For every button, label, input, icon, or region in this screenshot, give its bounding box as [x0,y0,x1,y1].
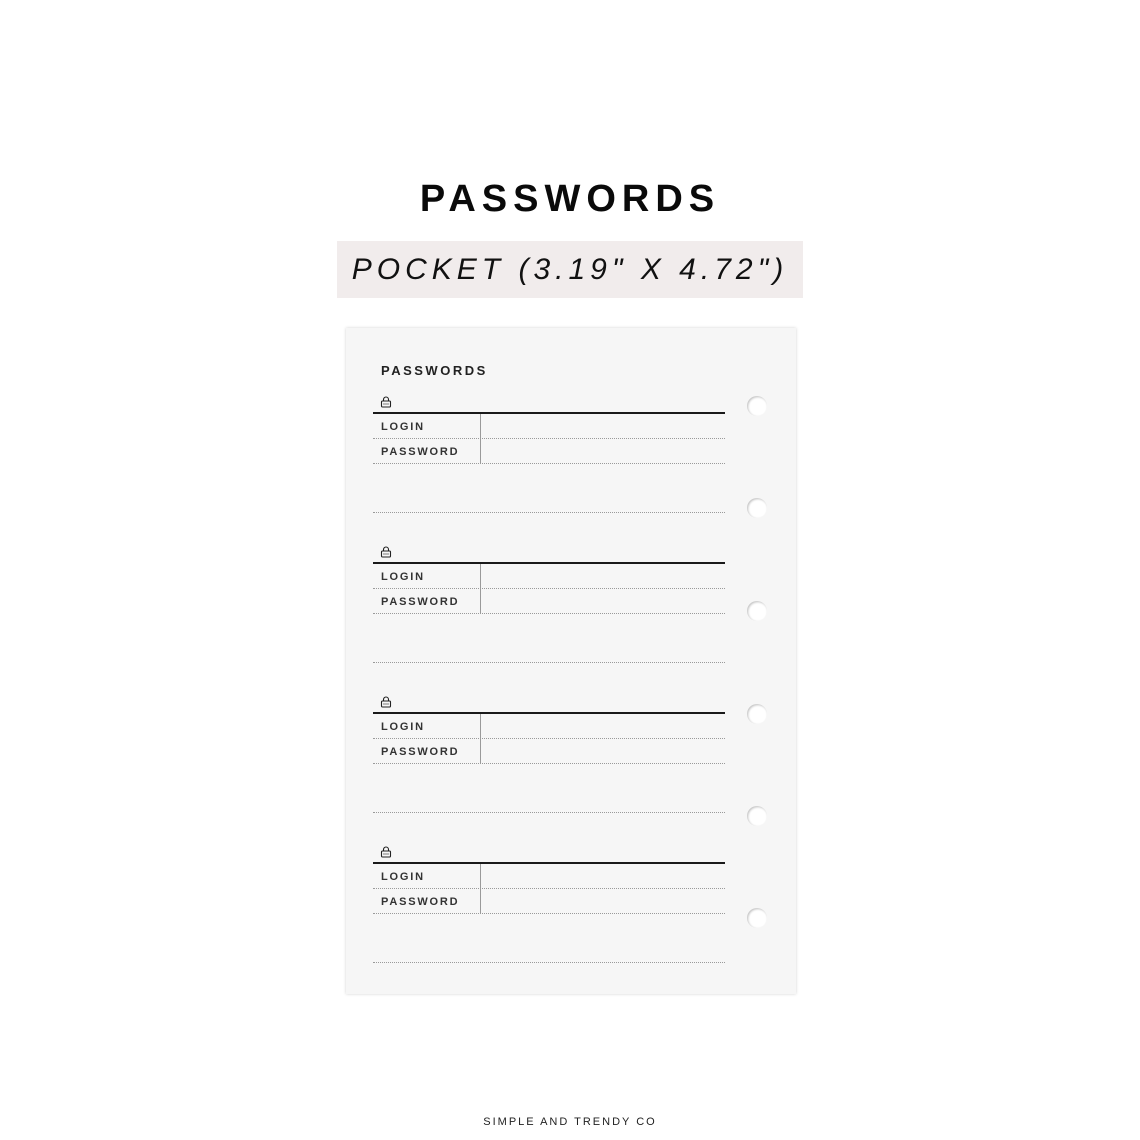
login-label: LOGIN [381,571,425,583]
password-entry [373,546,725,676]
lock-icon [380,546,392,558]
field-divider [480,564,481,588]
field-divider [480,739,481,763]
size-banner [337,241,803,298]
password-entry [373,696,725,826]
lock-icon [380,396,392,408]
field-divider [480,864,481,888]
password-field[interactable] [373,739,725,764]
password-label: PASSWORD [381,896,460,908]
ring-hole [747,908,767,928]
planner-page-title: PASSWORDS [381,363,488,378]
password-label: PASSWORD [381,446,460,458]
login-field[interactable] [373,414,725,439]
login-field[interactable] [373,864,725,889]
ring-hole [747,806,767,826]
password-entry [373,396,725,526]
notes-line[interactable] [373,662,725,663]
notes-line[interactable] [373,962,725,963]
password-entry [373,846,725,976]
notes-line[interactable] [373,512,725,513]
password-field[interactable] [373,439,725,464]
lock-icon [380,696,392,708]
login-field[interactable] [373,564,725,589]
size-label: POCKET (3.19" X 4.72") [351,252,789,286]
login-label: LOGIN [381,721,425,733]
login-label: LOGIN [381,871,425,883]
ring-hole [747,396,767,416]
lock-icon [380,846,392,858]
password-label: PASSWORD [381,746,460,758]
field-divider [480,714,481,738]
password-field[interactable] [373,589,725,614]
notes-line[interactable] [373,812,725,813]
ring-hole [747,498,767,518]
page-title: PASSWORDS [419,178,721,220]
field-divider [480,439,481,463]
login-field[interactable] [373,714,725,739]
login-label: LOGIN [381,421,425,433]
password-field[interactable] [373,889,725,914]
planner-page [346,328,796,994]
field-divider [480,889,481,913]
ring-hole [747,601,767,621]
brand-footer: SIMPLE AND TRENDY CO [483,1116,657,1128]
field-divider [480,589,481,613]
password-label: PASSWORD [381,596,460,608]
ring-hole [747,704,767,724]
field-divider [480,414,481,438]
